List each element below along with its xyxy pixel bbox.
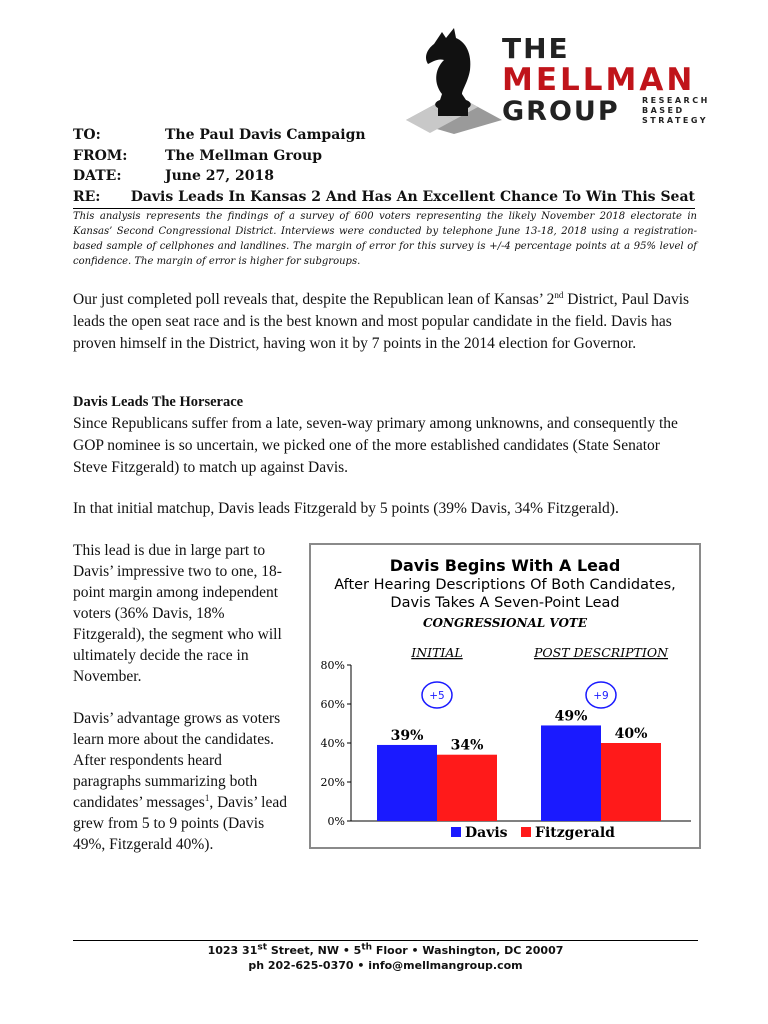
to-label: TO: [73, 127, 101, 143]
tagline-based: BASED [642, 106, 685, 115]
y-tick-label: 80% [320, 659, 345, 672]
memo-date-row [73, 166, 695, 187]
category-label: INITIAL [411, 645, 463, 660]
date-value: June 27, 2018 [165, 168, 274, 184]
paragraph-advantage-b: , Davis’ lead grew from 5 to 9 points (Davis 49%, Fitzgerald 40%). [73, 794, 287, 853]
paragraph-republicans: Since Republicans suffer from a late, seven-way primary among unknowns, and consequently the GOP nominee is so uncertain, we picked one of the more established candidates (State Senator Steve Fitzgerald) to match up against Davis. [73, 415, 678, 476]
chart-box [309, 543, 701, 849]
y-tick-label: 20% [320, 776, 345, 789]
tagline-research: RESEARCH [642, 96, 710, 105]
paragraph-advantage [73, 708, 287, 855]
section-heading: Davis Leads The Horserace [73, 394, 244, 410]
to-value: The Paul Davis Campaign [165, 127, 366, 143]
footer-address-c: Floor • Washington, DC 20007 [372, 944, 564, 957]
data-label: 49% [554, 708, 588, 725]
footer-divider [73, 940, 698, 941]
chart-title: Davis Begins With A Lead [389, 556, 621, 575]
margin-badge-label: +9 [593, 690, 609, 702]
memo-from-row [73, 146, 695, 167]
chart-subtitle-2: Davis Takes A Seven-Point Lead [390, 595, 620, 611]
paragraph-intro-sup: nd [554, 289, 564, 300]
footer-address-b: Street, NW • 5 [267, 944, 362, 957]
data-label: 40% [614, 726, 648, 742]
memo-header [73, 125, 695, 207]
legend-swatch-davis [451, 827, 461, 837]
legend-label-fitzgerald: Fitzgerald [535, 825, 615, 841]
paragraph-advantage-a: Davis’ advantage grows as voters learn more about the candidates. After respondents heard paragraphs summarizing both candidates’ messages [73, 710, 281, 811]
from-value: The Mellman Group [165, 147, 322, 164]
chart-subtitle-1: After Hearing Descriptions Of Both Candidates, [334, 577, 676, 593]
y-tick-label: 60% [320, 698, 345, 711]
paragraph-intro-a: Our just completed poll reveals that, despite the Republican lean of Kansas’ 2 [73, 291, 555, 308]
from-label: FROM: [73, 147, 128, 164]
methodology-note: This analysis represents the findings of a survey of 600 voters representing the likely November 2018 electorate in Kansas’ Second Congressional District. Interviews were conducted by telephone June 13-18, 2018 using a registration-based sample of cellphones and landlines. The margin of error for this survey is +/-4 percentage points at a 95% level of confidence. The margin of error is higher for subgroups. [73, 211, 697, 267]
logo-group: GROUP [502, 96, 620, 127]
category-label: POST DESCRIPTION [533, 645, 669, 660]
footer [73, 943, 698, 973]
chart-marks [321, 645, 691, 841]
data-label: 34% [450, 737, 484, 754]
logo-the: THE [502, 32, 570, 65]
bar-fitzgerald-0 [437, 755, 497, 821]
footer-sup-st: st [257, 942, 268, 953]
bar-fitzgerald-1 [601, 743, 661, 821]
y-tick-label: 0% [327, 815, 345, 828]
paragraph-intro-b: District, Paul Davis leads the open seat race and is the best known and most popular candidate in the field. Davis has proven himself in the District, having won it by 7 points in the 2014 election for Governor. [73, 291, 690, 352]
mellman-group-logo [404, 24, 716, 134]
bar-davis-0 [377, 745, 437, 821]
re-label: RE: [73, 188, 101, 205]
bar-davis-1 [541, 725, 601, 821]
memo-re-row [73, 187, 695, 208]
congressional-vote-chart [311, 545, 699, 847]
chess-knight-icon [404, 24, 504, 134]
footer-sup-th: th [361, 942, 373, 953]
date-label: DATE: [73, 168, 122, 184]
footer-address [73, 943, 698, 958]
logo-mellman: MELLMAN [502, 62, 696, 98]
margin-badge-label: +5 [429, 690, 445, 702]
legend-label-davis: Davis [465, 825, 508, 841]
legend-swatch-fitzgerald [521, 827, 531, 837]
y-tick-label: 40% [320, 737, 345, 750]
footnote-marker: 1 [204, 792, 210, 803]
memo-to-row [73, 125, 695, 146]
paragraph-independents: This lead is due in large part to Davis’ impressive two to one, 18-point margin among independent voters (36% Davis, 18% Fitzgerald), the segment who will ultimately decide the race in November. [73, 542, 282, 685]
footer-contact: ph 202-625-0370 • info@mellmangroup.com [248, 959, 523, 972]
footer-address-a: 1023 31 [207, 944, 258, 957]
re-value: Davis Leads In Kansas 2 And Has An Excellent Chance To Win This Seat [130, 188, 695, 205]
tagline-strategy: STRATEGY [642, 116, 709, 125]
logo-tagline [642, 96, 710, 126]
chart-section-label: CONGRESSIONAL VOTE [423, 616, 587, 630]
data-label: 39% [390, 727, 424, 744]
paragraph-initial-matchup: In that initial matchup, Davis leads Fitzgerald by 5 points (39% Davis, 34% Fitzgerald). [73, 500, 619, 517]
paragraph-intro [73, 289, 695, 355]
